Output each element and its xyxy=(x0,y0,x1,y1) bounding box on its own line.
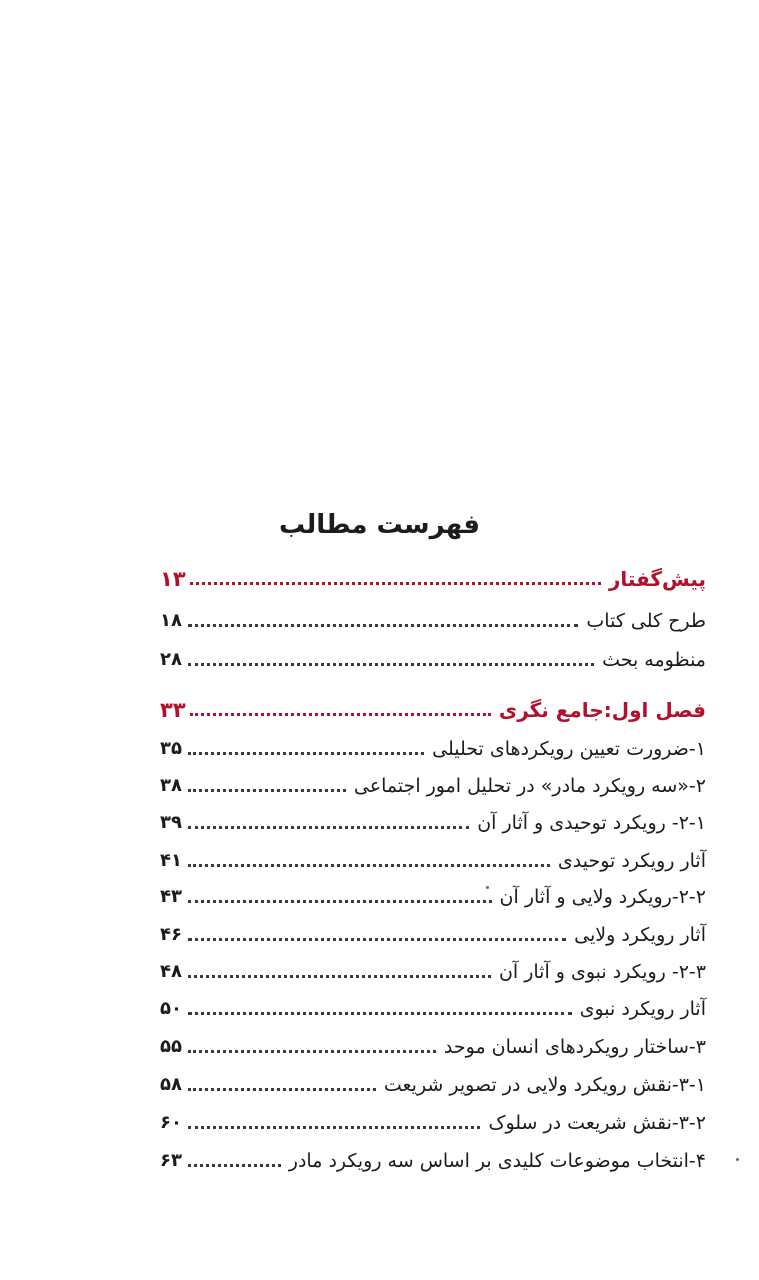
leader-dots xyxy=(190,713,491,716)
leader-dots xyxy=(188,624,578,627)
toc-entry-label: ۴-انتخاب موضوعات کلیدی بر اساس سه رویکرد مادر xyxy=(288,1150,706,1172)
leader-dots xyxy=(188,752,424,755)
toc-entry-label: ۳-۱-نقش رویکرد ولایی در تصویر شریعت xyxy=(383,1074,706,1096)
leader-dots xyxy=(188,1126,480,1129)
toc-entry xyxy=(160,1030,706,1060)
toc-page-number: ۴۳ xyxy=(160,886,182,907)
leader-dots xyxy=(188,663,594,666)
toc-entry-label: ۲-«سه رویکرد مادر» در تحلیل امور اجتماعی xyxy=(353,775,706,797)
toc-entry-label: ۲-۲-رویکرد ولایی و آثار آن xyxy=(499,886,706,908)
toc-chapter-foreword xyxy=(160,562,706,592)
leader-dots xyxy=(188,826,469,829)
leader-dots xyxy=(188,1088,376,1091)
toc-entry xyxy=(160,1068,706,1098)
table-of-contents xyxy=(160,0,706,1280)
paper-speck xyxy=(736,1158,739,1161)
toc-entry-label: ۱-ضرورت تعیین رویکردهای تحلیلی xyxy=(432,738,706,760)
toc-entry xyxy=(160,732,706,762)
toc-entry xyxy=(160,643,706,673)
leader-dots xyxy=(188,938,566,941)
toc-entry-label: پیش‌گفتار xyxy=(608,567,706,591)
toc-entry-label: آثار رویکرد نبوی xyxy=(579,998,706,1020)
toc-page-number: ۱۸ xyxy=(160,610,182,631)
toc-page-number: ۴۸ xyxy=(160,961,182,982)
leader-dots xyxy=(188,864,550,867)
toc-page-number: ۳۵ xyxy=(160,738,182,759)
toc-page-number: ۳۳ xyxy=(160,698,186,722)
toc-entry-label: ۳-۲-نقش شریعت در سلوک xyxy=(488,1112,706,1134)
toc-chapter-one xyxy=(160,693,706,723)
toc-entry-label: ۲-۱- رویکرد توحیدی و آثار آن xyxy=(477,812,706,834)
toc-page-number: ۵۰ xyxy=(160,998,182,1019)
toc-entry xyxy=(160,955,706,985)
toc-entry xyxy=(160,880,706,910)
toc-page-number: ۱۳ xyxy=(160,567,186,591)
leader-dots xyxy=(188,789,346,792)
toc-entry-label: منظومه بحث xyxy=(602,649,706,671)
leader-dots xyxy=(188,900,492,903)
paper-speck xyxy=(486,886,489,889)
toc-entry-label: فصل اول:جامع نگری xyxy=(498,698,706,722)
toc-page-number: ۴۱ xyxy=(160,850,182,871)
toc-entry-label: ۲-۳- رویکرد نبوی و آثار آن xyxy=(498,961,706,983)
toc-page-number: ۵۵ xyxy=(160,1036,182,1057)
leader-dots xyxy=(190,582,601,585)
toc-entry-label: آثار رویکرد ولایی xyxy=(574,924,706,946)
toc-page-number: ۶۰ xyxy=(160,1112,182,1133)
page-title: فهرست مطالب xyxy=(279,510,480,540)
toc-entry xyxy=(160,769,706,799)
toc-entry-label: ۳-ساختار رویکردهای انسان موحد xyxy=(443,1036,706,1058)
toc-entry xyxy=(160,604,706,634)
toc-entry xyxy=(160,918,706,948)
toc-page-number: ۵۸ xyxy=(160,1074,182,1095)
toc-page-number: ۲۸ xyxy=(160,649,182,670)
toc-page-number: ۳۸ xyxy=(160,775,182,796)
leader-dots xyxy=(188,1050,436,1053)
leader-dots xyxy=(188,1012,572,1015)
toc-page-number: ۶۳ xyxy=(160,1150,182,1171)
toc-entry xyxy=(160,992,706,1022)
toc-entry xyxy=(160,844,706,874)
leader-dots xyxy=(188,975,491,978)
toc-entry xyxy=(160,806,706,836)
toc-entry xyxy=(160,1144,706,1174)
leader-dots xyxy=(188,1164,281,1167)
toc-entry-label: طرح کلی کتاب xyxy=(586,610,706,632)
toc-entry xyxy=(160,1106,706,1136)
toc-page-number: ۴۶ xyxy=(160,924,182,945)
toc-page-number: ۳۹ xyxy=(160,812,182,833)
toc-entry-label: آثار رویکرد توحیدی xyxy=(557,850,706,872)
